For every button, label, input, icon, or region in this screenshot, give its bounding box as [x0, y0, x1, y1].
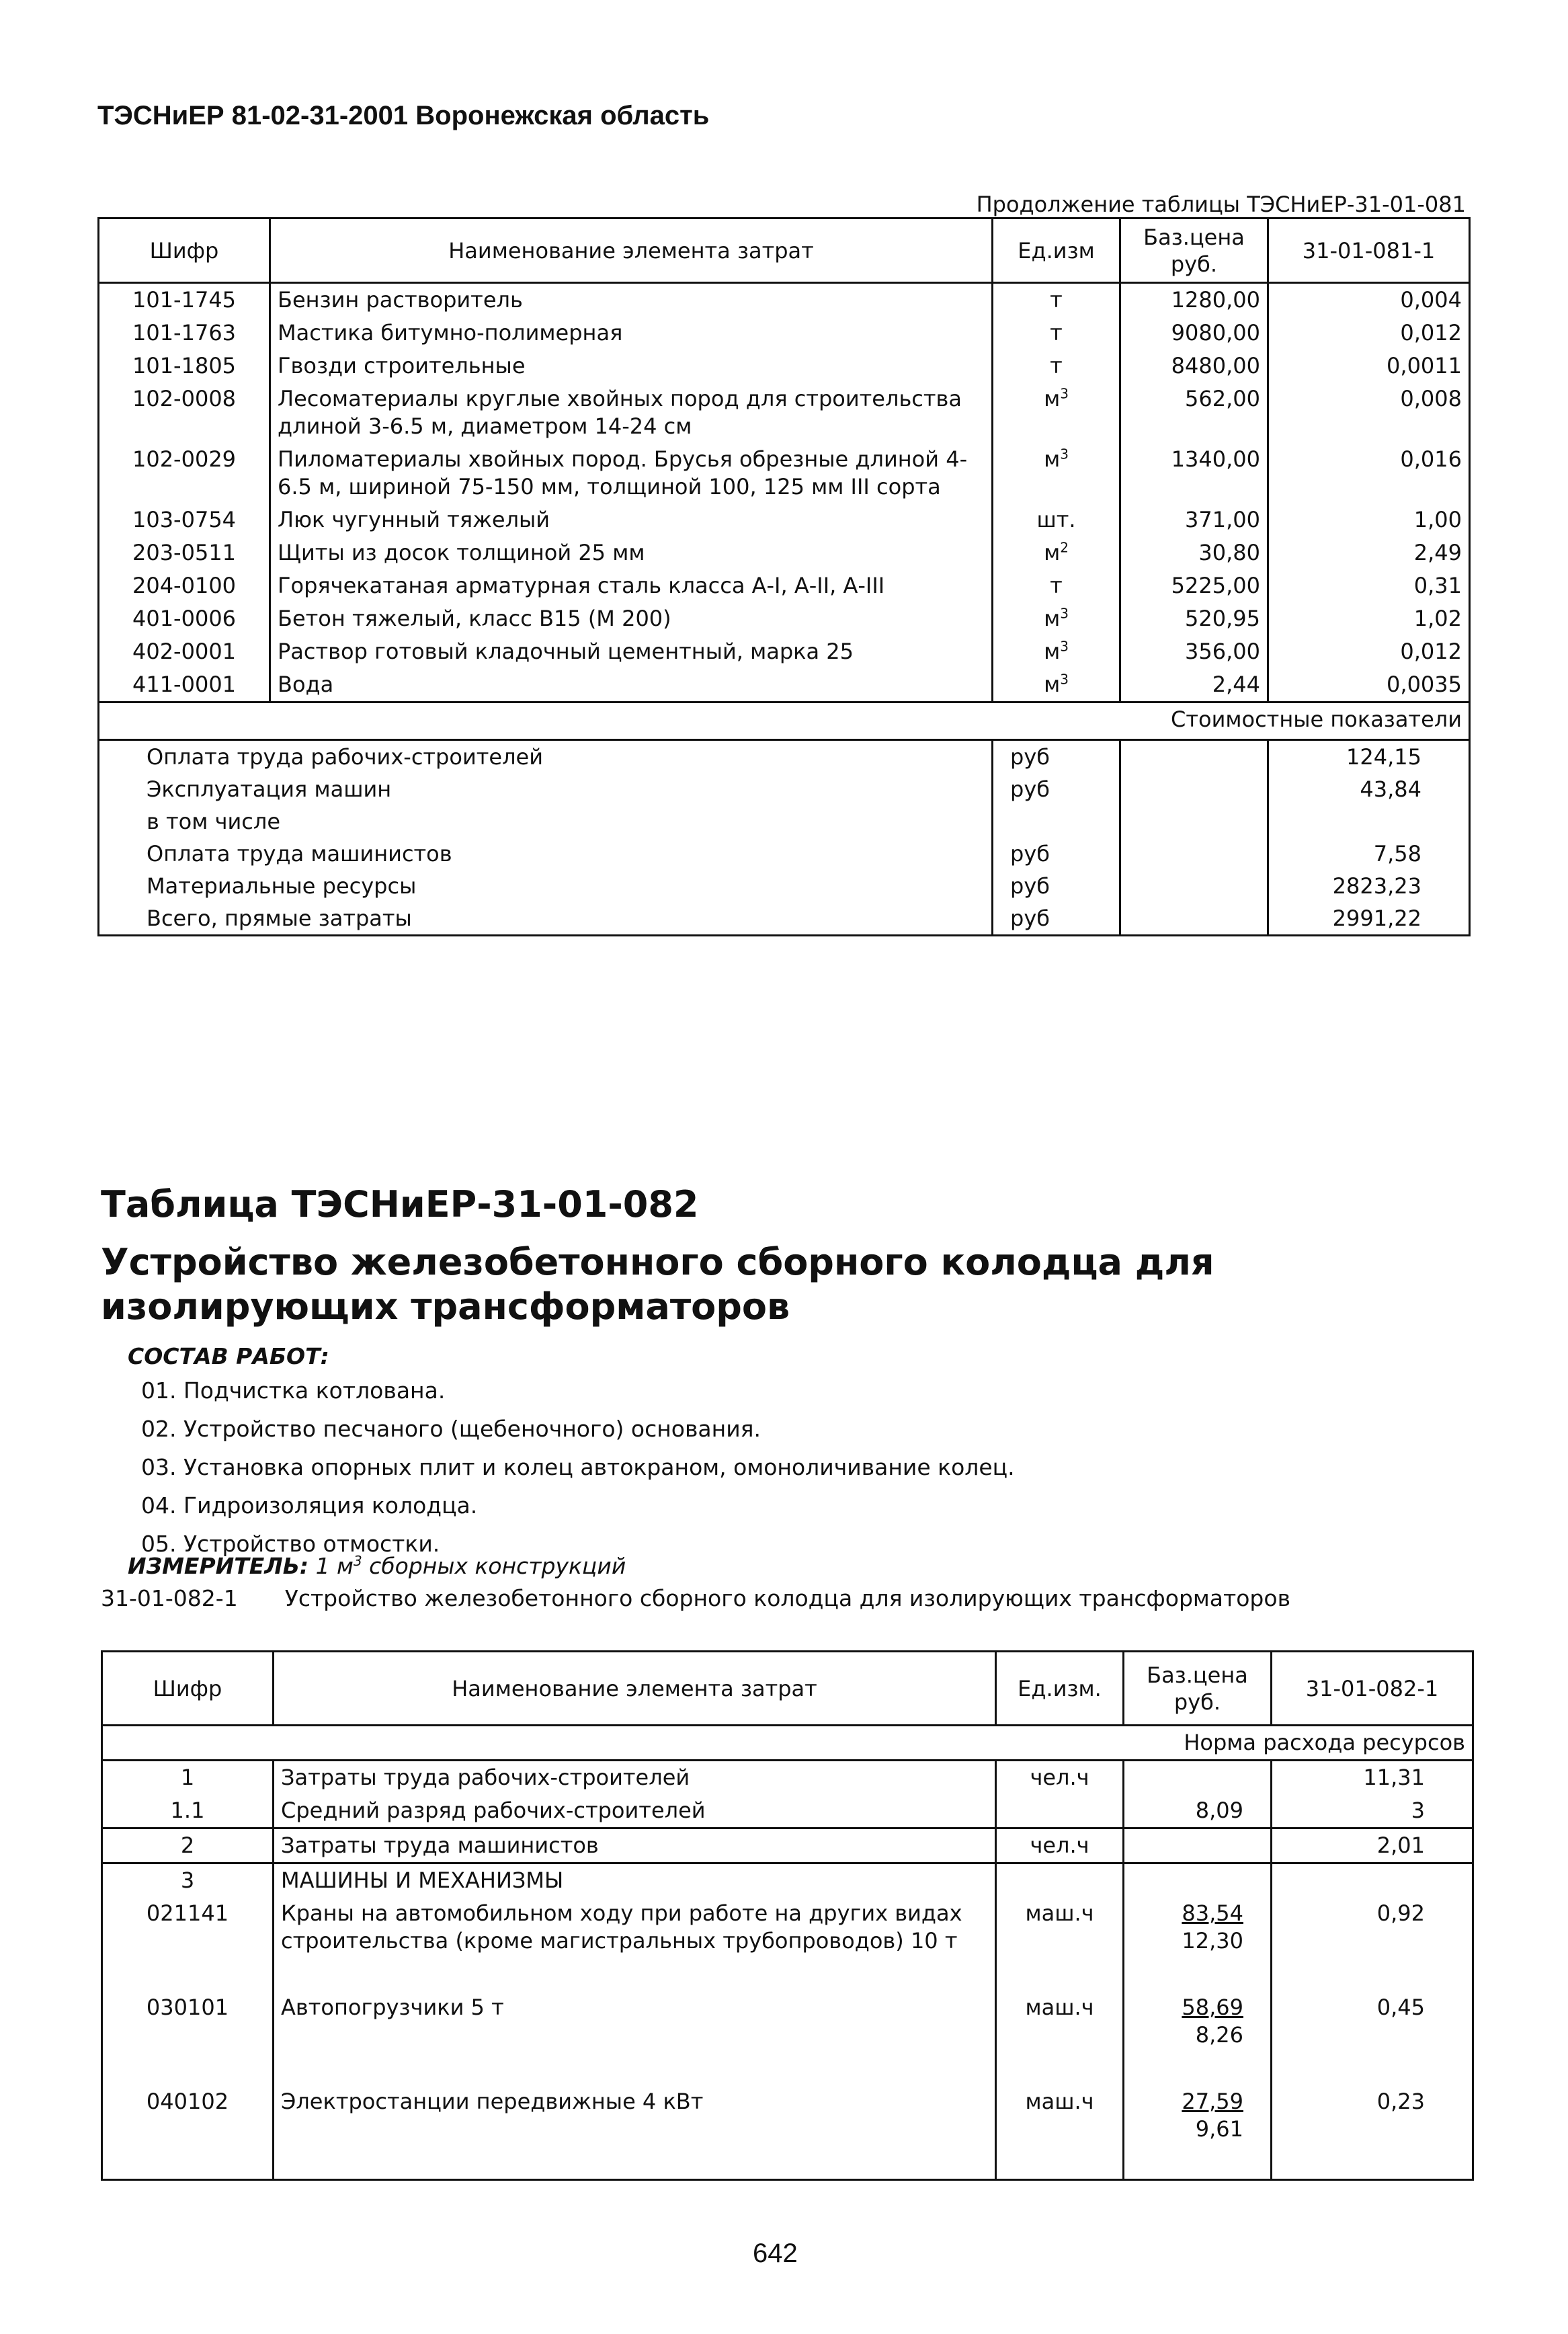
unit-text: т	[1050, 287, 1063, 313]
cost-unit: руб	[993, 870, 1120, 902]
row-name: Бензин растворитель	[270, 283, 993, 317]
row-unit	[993, 283, 1120, 317]
cost-value: 124,15	[1268, 740, 1470, 774]
row-unit	[993, 668, 1120, 702]
row-unit	[996, 1794, 1124, 1828]
cost-name: Всего, прямые затраты	[99, 902, 993, 936]
row-name: Мастика битумно-полимерная	[270, 317, 993, 350]
unit-text: т	[1050, 573, 1063, 598]
price-value: 83,54	[1182, 1900, 1243, 1926]
cost-empty	[1120, 773, 1268, 805]
table-row	[99, 602, 1470, 635]
row-name: Лесоматериалы круглые хвойных пород для строительства длиной 3-6.5 м, диаметром 14-24 см	[270, 383, 993, 443]
work-composition-label: СОСТАВ РАБОТ:	[128, 1343, 329, 1369]
cost-value: 7,58	[1268, 838, 1470, 870]
cost-name: Оплата труда машинистов	[99, 838, 993, 870]
row-code: 204-0100	[99, 569, 270, 602]
row-unit	[993, 569, 1120, 602]
norm-code: 31-01-082-1	[101, 1585, 238, 1611]
row-price: 2,44	[1120, 668, 1268, 702]
row-unit: маш.ч	[996, 2085, 1124, 2179]
table-title: Таблица ТЭСНиЕР-31-01-082	[101, 1183, 699, 1225]
row-code: 3	[102, 1863, 274, 1898]
row-value: 0,008	[1268, 383, 1470, 443]
cost-name: Оплата труда рабочих-строителей	[99, 740, 993, 774]
table-row	[99, 283, 1470, 317]
row-value: 11,31	[1272, 1761, 1473, 1795]
row-unit: чел.ч	[996, 1761, 1124, 1795]
row-code: 411-0001	[99, 668, 270, 702]
row-name: Средний разряд рабочих-строителей	[274, 1794, 996, 1828]
cost-unit: руб	[993, 902, 1120, 936]
operator-wage-value: 9,61	[1195, 2116, 1243, 2142]
cost-unit: руб	[993, 740, 1120, 774]
unit-exponent: 3	[1060, 446, 1069, 462]
unit-text: м	[1044, 639, 1061, 664]
row-unit	[993, 536, 1120, 569]
norm-description: Устройство железобетонного сборного колодца для изолирующих трансформаторов	[284, 1585, 1291, 1611]
row-value: 0,012	[1268, 317, 1470, 350]
unit-text: м	[1044, 540, 1061, 565]
unit-exponent: 3	[1060, 605, 1069, 622]
header-name: Наименование элемента затрат	[274, 1652, 996, 1726]
row-price: 1280,00	[1120, 283, 1268, 317]
row-value: 0,016	[1268, 443, 1470, 504]
work-step: 04. Гидроизоляция колодца.	[141, 1492, 478, 1519]
row-price	[1124, 1794, 1272, 1828]
table-row	[102, 1794, 1473, 1828]
unit-text: м	[1044, 606, 1061, 631]
operator-wage-value: 12,30	[1182, 1928, 1243, 1954]
cost-row	[99, 805, 1470, 838]
row-unit	[993, 635, 1120, 668]
measure-suffix: сборных конструкций	[362, 1553, 626, 1579]
row-price	[1124, 1897, 1272, 1991]
row-code: 101-1805	[99, 350, 270, 383]
row-price: 1340,00	[1120, 443, 1268, 504]
row-value: 0,45	[1272, 1991, 1473, 2085]
row-name: Вода	[270, 668, 993, 702]
row-value: 0,0035	[1268, 668, 1470, 702]
unit-text: м	[1044, 386, 1061, 411]
measure-unit-line	[128, 1553, 626, 1579]
cost-empty	[1120, 805, 1268, 838]
cost-value: 2991,22	[1268, 902, 1470, 936]
row-unit: чел.ч	[996, 1828, 1124, 1863]
row-value: 0,004	[1268, 283, 1470, 317]
row-code: 1	[102, 1761, 274, 1795]
row-price	[1124, 1761, 1272, 1795]
row-unit	[993, 602, 1120, 635]
row-price: 9080,00	[1120, 317, 1268, 350]
row-unit	[993, 443, 1120, 504]
resource-norm-label: Норма расхода ресурсов	[1124, 1726, 1473, 1761]
row-price: 30,80	[1120, 536, 1268, 569]
row-name: Затраты труда машинистов	[274, 1828, 996, 1863]
row-value: 3	[1272, 1794, 1473, 1828]
header-price: Баз.цена руб.	[1124, 1652, 1272, 1726]
cost-row	[99, 740, 1470, 774]
work-step: 02. Устройство песчаного (щебеночного) основания.	[141, 1416, 761, 1442]
unit-text: м	[1044, 672, 1061, 697]
row-code: 101-1745	[99, 283, 270, 317]
row-price: 356,00	[1120, 635, 1268, 668]
row-price: 5225,00	[1120, 569, 1268, 602]
row-value: 0,23	[1272, 2085, 1473, 2179]
unit-text: т	[1050, 320, 1063, 346]
cost-row	[99, 902, 1470, 936]
measure-label: ИЗМЕРИТЕЛЬ:	[128, 1553, 309, 1579]
row-name: Электростанции передвижные 4 кВт	[274, 2085, 996, 2179]
table-row	[102, 1863, 1473, 1898]
row-value: 0,012	[1268, 635, 1470, 668]
page-number: 642	[753, 2239, 798, 2268]
cost-unit: руб	[993, 773, 1120, 805]
row-code: 102-0029	[99, 443, 270, 504]
work-step: 03. Установка опорных плит и колец автокраном, омоноличивание колец.	[141, 1454, 1015, 1480]
table-subtitle: Устройство железобетонного сборного колодца для изолирующих трансформаторов	[101, 1241, 1214, 1328]
row-value: 0,31	[1268, 569, 1470, 602]
cost-name: Материальные ресурсы	[99, 870, 993, 902]
header-code: Шифр	[102, 1652, 274, 1726]
unit-exponent: 3	[1060, 671, 1069, 688]
cost-empty	[1120, 870, 1268, 902]
row-name: Затраты труда рабочих-строителей	[274, 1761, 996, 1795]
table-row	[99, 383, 1470, 443]
row-unit: маш.ч	[996, 1897, 1124, 1991]
row-name: Бетон тяжелый, класс В15 (М 200)	[270, 602, 993, 635]
header-norm: 31-01-081-1	[1268, 218, 1470, 283]
table-row	[99, 317, 1470, 350]
row-unit: маш.ч	[996, 1991, 1124, 2085]
cost-value	[1268, 805, 1470, 838]
unit-text: т	[1050, 353, 1063, 378]
row-price: 371,00	[1120, 504, 1268, 536]
row-code: 2	[102, 1828, 274, 1863]
header-unit: Ед.изм.	[996, 1652, 1124, 1726]
row-value: 2,01	[1272, 1828, 1473, 1863]
cost-unit	[993, 805, 1120, 838]
header-price: Баз.цена руб.	[1120, 218, 1268, 283]
table-row	[99, 569, 1470, 602]
row-code: 101-1763	[99, 317, 270, 350]
table-row	[102, 1761, 1473, 1795]
row-code: 021141	[102, 1897, 274, 1991]
row-value: 1,02	[1268, 602, 1470, 635]
table-row	[99, 350, 1470, 383]
unit-text: м	[1044, 446, 1061, 472]
row-price: 8480,00	[1120, 350, 1268, 383]
row-name: МАШИНЫ И МЕХАНИЗМЫ	[274, 1863, 996, 1898]
norm-code-line	[101, 1585, 1290, 1611]
row-code: 102-0008	[99, 383, 270, 443]
row-value	[1272, 1863, 1473, 1898]
measure-exponent: 3	[353, 1553, 362, 1569]
row-name: Автопогрузчики 5 т	[274, 1991, 996, 2085]
row-code: 1.1	[102, 1794, 274, 1828]
cost-row	[99, 773, 1470, 805]
row-value: 2,49	[1268, 536, 1470, 569]
row-code: 030101	[102, 1991, 274, 2085]
work-step: 05. Устройство отмостки.	[141, 1531, 440, 1557]
resource-table-082	[101, 1650, 1474, 2181]
document-header: ТЭСНиЕР 81-02-31-2001 Воронежская область	[97, 101, 710, 130]
work-step: 01. Подчистка котлована.	[141, 1377, 446, 1404]
row-name: Гвозди строительные	[270, 350, 993, 383]
row-unit	[993, 383, 1120, 443]
row-code: 103-0754	[99, 504, 270, 536]
unit-text: шт.	[1036, 507, 1076, 532]
row-name: Щиты из досок толщиной 25 мм	[270, 536, 993, 569]
row-code: 040102	[102, 2085, 274, 2179]
cost-row	[99, 870, 1470, 902]
cost-row	[99, 838, 1470, 870]
row-value: 1,00	[1268, 504, 1470, 536]
cost-value: 2823,23	[1268, 870, 1470, 902]
table-row	[99, 536, 1470, 569]
row-price: 520,95	[1120, 602, 1268, 635]
cost-name: Эксплуатация машин	[99, 773, 993, 805]
row-price: 562,00	[1120, 383, 1268, 443]
row-code: 203-0511	[99, 536, 270, 569]
row-price	[1124, 1828, 1272, 1863]
row-name: Раствор готовый кладочный цементный, марка 25	[270, 635, 993, 668]
row-value: 0,92	[1272, 1897, 1473, 1991]
row-code: 401-0006	[99, 602, 270, 635]
row-code: 402-0001	[99, 635, 270, 668]
unit-exponent: 3	[1060, 638, 1069, 655]
price-value: 58,69	[1182, 1995, 1243, 2020]
table-row	[99, 635, 1470, 668]
continuation-caption: Продолжение таблицы ТЭСНиЕР-31-01-081	[976, 192, 1466, 217]
unit-exponent: 3	[1060, 385, 1069, 402]
cost-empty	[1120, 902, 1268, 936]
table-row	[102, 1897, 1473, 1991]
operator-wage-value: 8,26	[1195, 2022, 1243, 2048]
row-unit	[993, 350, 1120, 383]
cost-unit: руб	[993, 838, 1120, 870]
cost-indicators-label: Стоимостные показатели	[1120, 702, 1470, 740]
row-name: Пиломатериалы хвойных пород. Брусья обрезные длиной 4-6.5 м, шириной 75-150 мм, толщиной 100, 125 мм III сорта	[270, 443, 993, 504]
row-unit	[993, 317, 1120, 350]
measure-value: 1 м	[315, 1553, 354, 1579]
row-unit	[993, 504, 1120, 536]
header-code: Шифр	[99, 218, 270, 283]
row-price	[1124, 2085, 1272, 2179]
work-steps-list	[141, 1371, 1015, 1563]
cost-name: в том числе	[99, 805, 993, 838]
row-name: Горячекатаная арматурная сталь класса А-I, А-II, А-III	[270, 569, 993, 602]
header-unit: Ед.изм	[993, 218, 1120, 283]
resource-table-081	[97, 217, 1471, 936]
header-norm: 31-01-082-1	[1272, 1652, 1473, 1726]
price-value: 27,59	[1182, 2089, 1243, 2114]
row-value: 0,0011	[1268, 350, 1470, 383]
table-row	[99, 668, 1470, 702]
row-price	[1124, 1863, 1272, 1898]
table-row	[102, 1991, 1473, 2085]
row-unit	[996, 1863, 1124, 1898]
cost-empty	[1120, 838, 1268, 870]
cost-value: 43,84	[1268, 773, 1470, 805]
table-row	[99, 443, 1470, 504]
price-value: 8,09	[1195, 1798, 1243, 1823]
header-name: Наименование элемента затрат	[270, 218, 993, 283]
row-name: Люк чугунный тяжелый	[270, 504, 993, 536]
table-row	[102, 2085, 1473, 2179]
cost-empty	[1120, 740, 1268, 774]
row-name: Краны на автомобильном ходу при работе на других видах строительства (кроме магистральных трубопроводов) 10 т	[274, 1897, 996, 1991]
table-row	[99, 504, 1470, 536]
table-row	[102, 1828, 1473, 1863]
unit-exponent: 2	[1060, 539, 1069, 556]
row-price	[1124, 1991, 1272, 2085]
